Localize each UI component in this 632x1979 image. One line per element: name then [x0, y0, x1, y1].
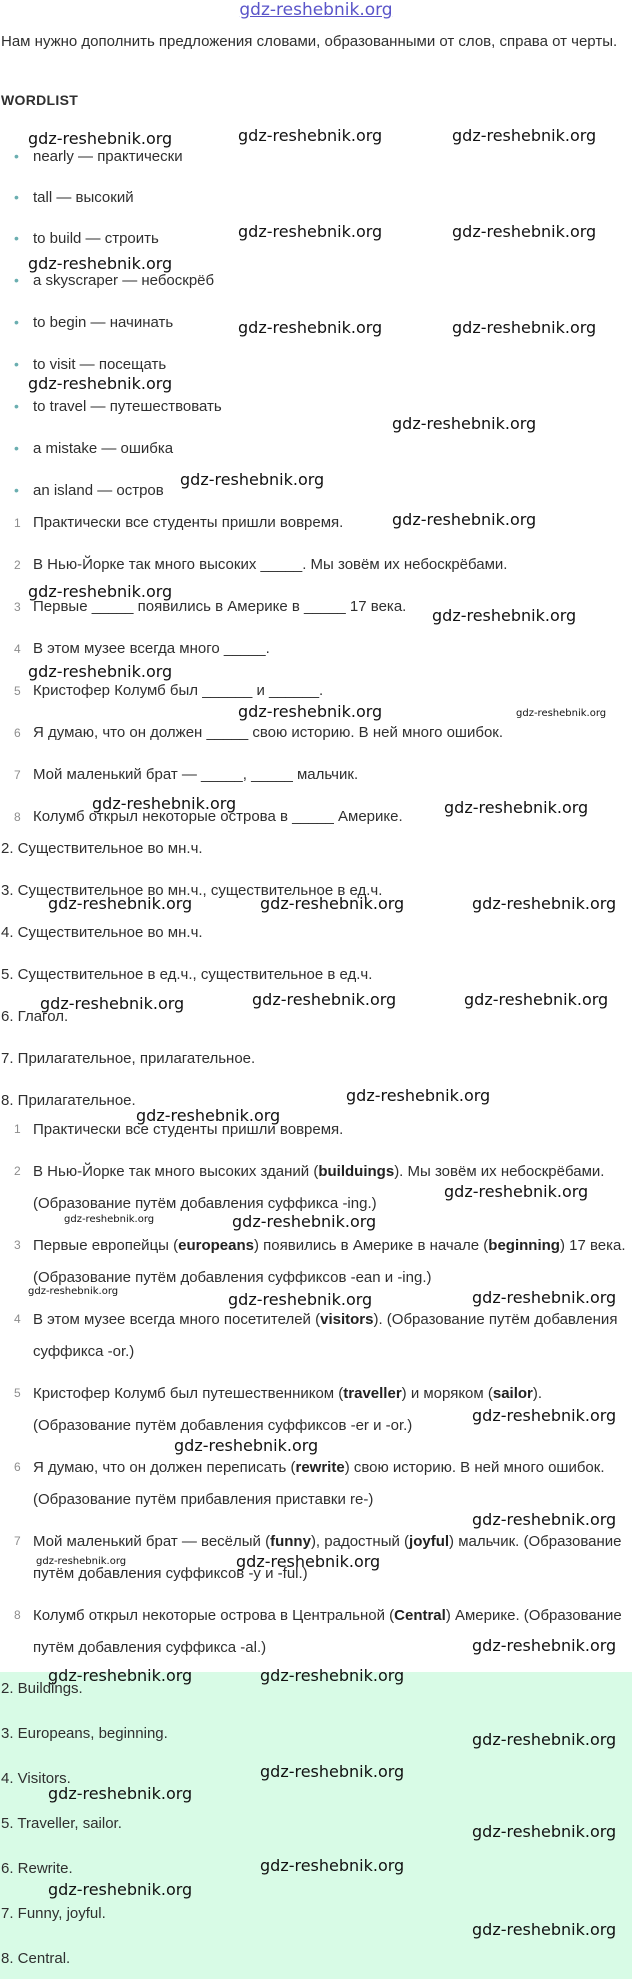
watermark: gdz-reshebnik.org [472, 1920, 617, 1939]
watermark: gdz-reshebnik.org [260, 1762, 405, 1781]
watermark: gdz-reshebnik.org [48, 1784, 193, 1803]
watermark: gdz-reshebnik.org [252, 990, 397, 1009]
bullet-icon: • [14, 230, 19, 246]
bullet-icon: • [14, 440, 19, 456]
watermark: gdz-reshebnik.org [444, 798, 589, 817]
watermark: gdz-reshebnik.org [136, 1106, 281, 1125]
bullet-icon: • [14, 148, 19, 164]
watermark: gdz-reshebnik.org [28, 374, 173, 393]
watermark: gdz-reshebnik.org [392, 510, 537, 529]
site-header-link[interactable]: gdz-reshebnik.org [239, 0, 393, 20]
watermark: gdz-reshebnik.org [452, 126, 597, 145]
answer-word: rewrite [295, 1459, 345, 1476]
watermark: gdz-reshebnik.org [238, 222, 383, 241]
watermark: gdz-reshebnik.org [48, 894, 193, 913]
watermark: gdz-reshebnik.org [28, 582, 173, 601]
watermark: gdz-reshebnik.org [40, 994, 185, 1013]
watermark: gdz-reshebnik.org [48, 1880, 193, 1899]
answer-word: builduings [318, 1163, 395, 1180]
bullet-icon: • [14, 189, 19, 205]
watermark: gdz-reshebnik.org [444, 1182, 589, 1201]
answer-word: joyful [409, 1533, 450, 1550]
answer-word: traveller [343, 1385, 402, 1402]
watermark: gdz-reshebnik.org [452, 318, 597, 337]
answer-word: Central [394, 1607, 446, 1624]
watermark: gdz-reshebnik.org [472, 1636, 617, 1655]
watermark: gdz-reshebnik.org [28, 254, 173, 273]
watermark: gdz-reshebnik.org [48, 1666, 193, 1685]
watermark: gdz-reshebnik.org [64, 1214, 155, 1225]
watermark: gdz-reshebnik.org [28, 662, 173, 681]
bullet-icon: • [14, 272, 19, 288]
bullet-icon: • [14, 314, 19, 330]
watermark: gdz-reshebnik.org [464, 990, 609, 1009]
answer-word: visitors [320, 1311, 374, 1328]
watermark: gdz-reshebnik.org [472, 1822, 617, 1841]
watermark: gdz-reshebnik.org [392, 414, 537, 433]
watermark: gdz-reshebnik.org [28, 129, 173, 148]
answer-word: beginning [488, 1237, 560, 1254]
watermark: gdz-reshebnik.org [472, 894, 617, 913]
watermark: gdz-reshebnik.org [432, 606, 577, 625]
bullet-icon: • [14, 398, 19, 414]
watermark: gdz-reshebnik.org [260, 894, 405, 913]
task-intro: Нам нужно дополнить предложения словами, образованными от слов, справа от черты. [1, 33, 618, 50]
watermark: gdz-reshebnik.org [236, 1552, 381, 1571]
answer-word: europeans [178, 1237, 254, 1254]
watermark: gdz-reshebnik.org [92, 794, 237, 813]
watermark: gdz-reshebnik.org [174, 1436, 319, 1455]
answer-word: funny [270, 1533, 311, 1550]
watermark: gdz-reshebnik.org [472, 1510, 617, 1529]
watermark: gdz-reshebnik.org [180, 470, 325, 489]
watermark: gdz-reshebnik.org [472, 1288, 617, 1307]
watermark: gdz-reshebnik.org [238, 702, 383, 721]
answer-word: sailor [492, 1385, 533, 1402]
bullet-icon: • [14, 482, 19, 498]
watermark: gdz-reshebnik.org [232, 1212, 377, 1231]
watermark: gdz-reshebnik.org [260, 1856, 405, 1875]
watermark: gdz-reshebnik.org [228, 1290, 373, 1309]
watermark: gdz-reshebnik.org [238, 126, 383, 145]
watermark: gdz-reshebnik.org [516, 708, 607, 719]
wordlist-title: WORDLIST [1, 92, 79, 108]
bullet-icon: • [14, 356, 19, 372]
watermark: gdz-reshebnik.org [472, 1406, 617, 1425]
watermark: gdz-reshebnik.org [260, 1666, 405, 1685]
watermark: gdz-reshebnik.org [452, 222, 597, 241]
watermark: gdz-reshebnik.org [36, 1556, 127, 1567]
watermark: gdz-reshebnik.org [28, 1286, 119, 1297]
watermark: gdz-reshebnik.org [472, 1730, 617, 1749]
watermark: gdz-reshebnik.org [346, 1086, 491, 1105]
watermark: gdz-reshebnik.org [238, 318, 383, 337]
